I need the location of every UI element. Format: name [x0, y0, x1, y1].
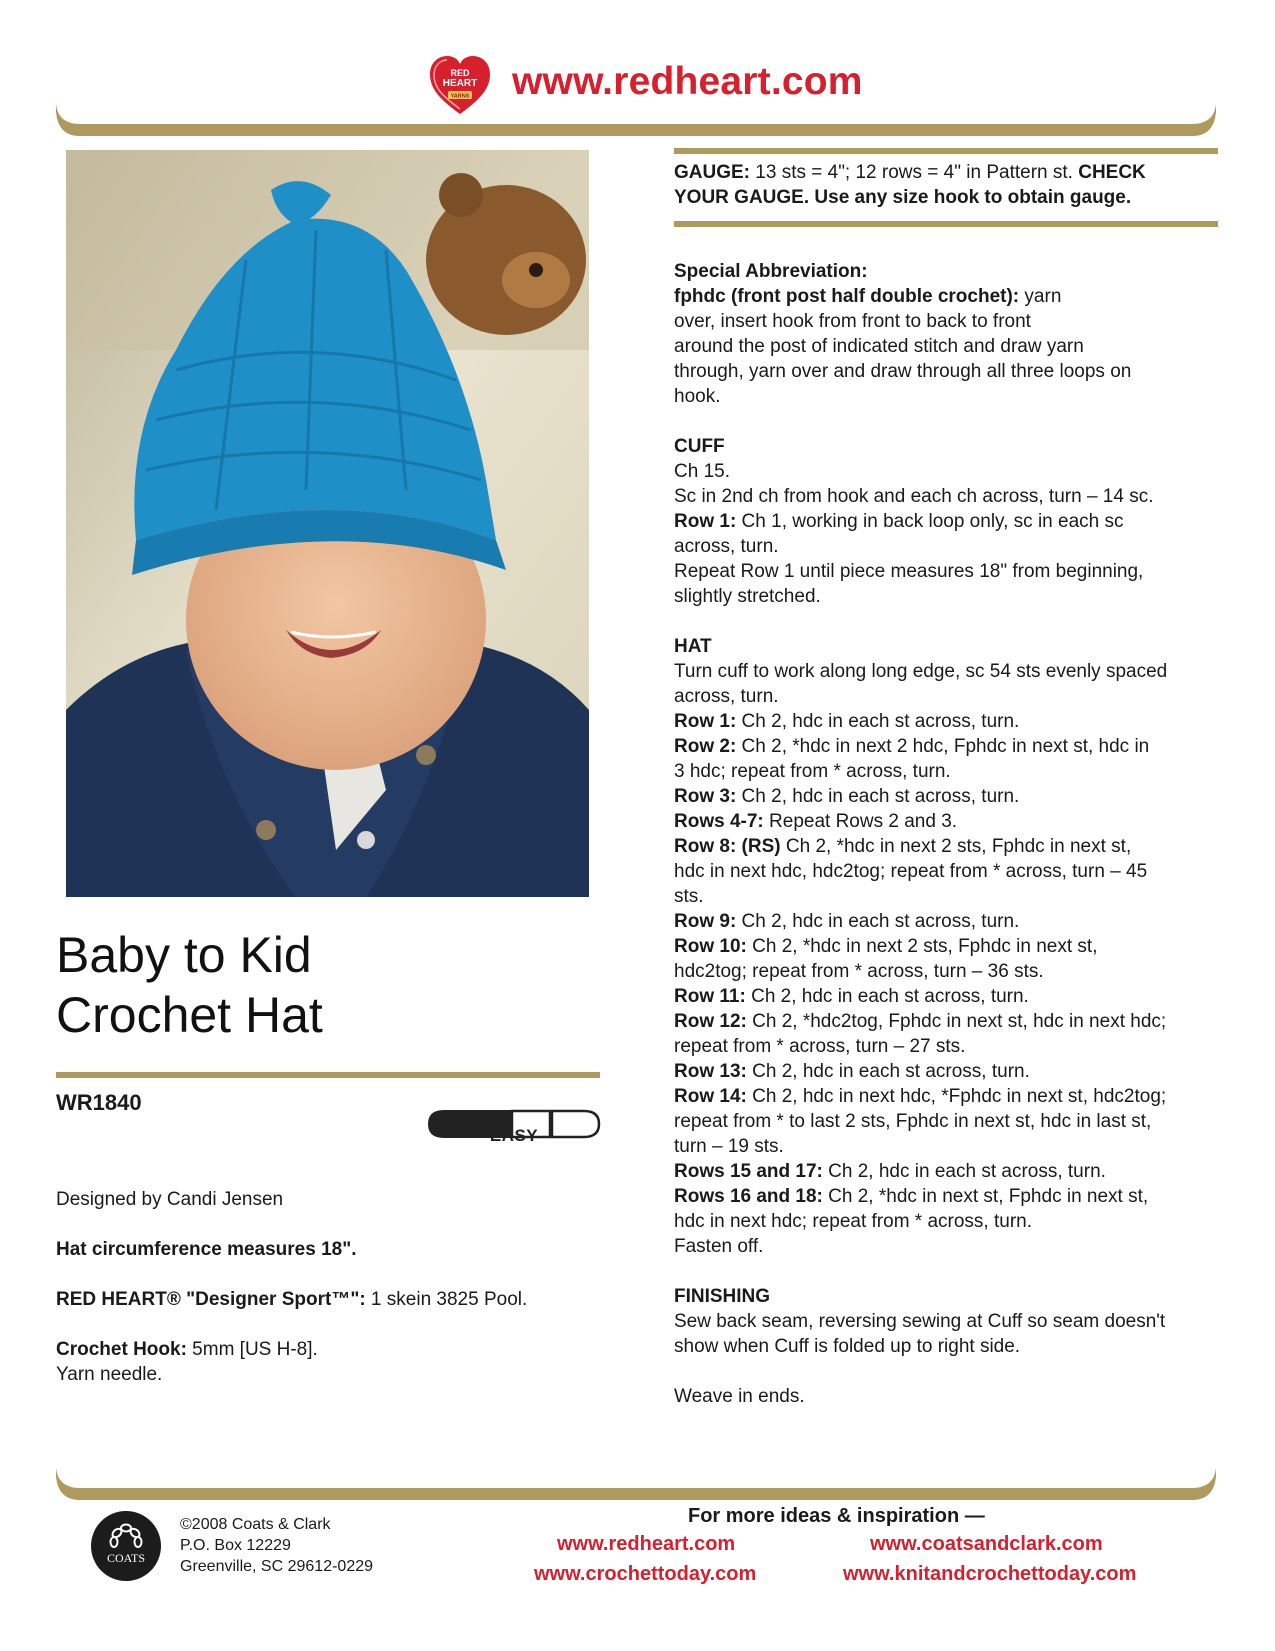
pattern-number: WR1840 — [56, 1090, 142, 1115]
hat-heading: HAT — [674, 636, 712, 657]
yarn-info — [56, 1287, 616, 1312]
svg-text:COATS: COATS — [106, 1551, 146, 1565]
link-knitandcrochettoday[interactable]: www.knitandcrochettoday.com — [843, 1563, 1137, 1585]
title-line-2: Crochet Hat — [56, 987, 323, 1043]
hook-value: 5mm [US H-8]. — [186, 1339, 318, 1360]
gauge-block — [674, 160, 1234, 210]
company-address — [180, 1514, 373, 1577]
gauge-top-rule — [674, 148, 1218, 154]
special-term: fphdc (front post half double crochet): — [674, 286, 1020, 307]
link-redheart[interactable]: www.redheart.com — [557, 1533, 736, 1555]
site-url[interactable]: www.redheart.com — [512, 60, 863, 103]
link-coatsandclark[interactable]: www.coatsandclark.com — [870, 1533, 1103, 1555]
yarn-label: RED HEART® "Designer Sport™": — [56, 1289, 366, 1310]
instructions: Special Abbreviation: fphdc (front post half double crochet): yarn over, insert hook from front to back to front around the post of indicated stitch and draw yarn through, yarn over and draw through all three loops on hook. CUFF Ch 15. Sc in 2nd ch from hook and each ch across, turn – 14 sc. Row 1: Ch 1, working in back loop only, sc in each sc across, turn. Repeat Row 1 until piece measures 18" from beginning, slightly stretched. HAT Turn cuff to work along long edge, sc 54 sts evenly spaced across, turn. Row 1: Ch 2, hdc in each st across, turn. Row 2: Ch 2, *hdc in next 2 hdc, Fphdc in next st, hdc in 3 hdc; repeat from * across, turn. Row 3: Ch 2, hdc in each st across, turn. Rows 4-7: Repeat Rows 2 and 3. Row 8: (RS) Ch 2, *hdc in next 2 sts, Fphdc in next st, hdc in next hdc, hdc2tog; repeat from * across, turn – 45 sts. Row 9: Ch 2, hdc in each st across, turn. Row 10: Ch 2, *hdc in next 2 sts, Fphdc in next st, hdc2tog; repeat from * across, turn – 36 sts. Row 11: Ch 2, hdc in each st across, turn. Row 12: Ch 2, *hdc2tog, Fphdc in next st, hdc in next hdc; repeat from * across, turn – 27 sts. Row 13: Ch 2, hdc in each st across, turn. Row 14: Ch 2, hdc in next hdc, *Fphdc in next st, hdc2tog; repeat from * to last 2 sts, Fphdc in next st, hdc in last st, turn – 19 sts. Rows 15 and 17: Ch 2, hdc in each st across, turn. Rows 16 and 18: Ch 2, *hdc in next st, Fphdc in next st, hdc in next hdc; repeat from * across, turn. Fasten off. FINISHING Sew back seam, reversing sewing at Cuff so seam doesn't show when Cuff is folded up to right side. Weave in ends. — [674, 259, 1234, 1409]
more-ideas-heading: For more ideas & inspiration — — [688, 1505, 985, 1527]
finishing-heading: FINISHING — [674, 1286, 771, 1307]
gauge-value: 13 sts = 4"; 12 rows = 4" in Pattern st. — [750, 162, 1079, 183]
gauge-label: GAUGE: — [674, 162, 750, 183]
yarn-value: 1 skein 3825 Pool. — [365, 1289, 528, 1310]
gauge-check-2: YOUR GAUGE. Use any size hook to obtain gauge. — [674, 187, 1132, 208]
designer-credit: Designed by Candi Jensen — [56, 1189, 284, 1210]
hook-label: Crochet Hook: — [56, 1339, 187, 1360]
city: Greenville, SC 29612-0229 — [180, 1558, 374, 1575]
cuff-heading: CUFF — [674, 436, 725, 457]
skill-level-label: EASY — [489, 1126, 539, 1145]
gauge-check-1: CHECK — [1078, 162, 1146, 183]
pattern-title — [56, 925, 323, 1045]
hook-info — [56, 1337, 616, 1387]
header-band — [56, 104, 1216, 138]
title-line-1: Baby to Kid — [56, 927, 312, 983]
hat-photo — [66, 150, 589, 897]
po-box: P.O. Box 12229 — [180, 1537, 291, 1554]
footer-band — [56, 1468, 1216, 1502]
title-divider — [56, 1072, 600, 1078]
hook-extra: Yarn needle. — [56, 1364, 163, 1385]
copyright: ©2008 Coats & Clark — [180, 1516, 331, 1533]
link-crochettoday[interactable]: www.crochettoday.com — [534, 1563, 757, 1585]
svg-text:RED: RED — [450, 68, 470, 78]
coats-logo — [90, 1510, 162, 1582]
gauge-bottom-rule — [674, 221, 1218, 227]
svg-text:YARNS: YARNS — [450, 93, 470, 100]
svg-text:HEART: HEART — [442, 78, 478, 89]
size-info: Hat circumference measures 18". — [56, 1239, 357, 1260]
special-heading: Special Abbreviation: — [674, 261, 868, 282]
